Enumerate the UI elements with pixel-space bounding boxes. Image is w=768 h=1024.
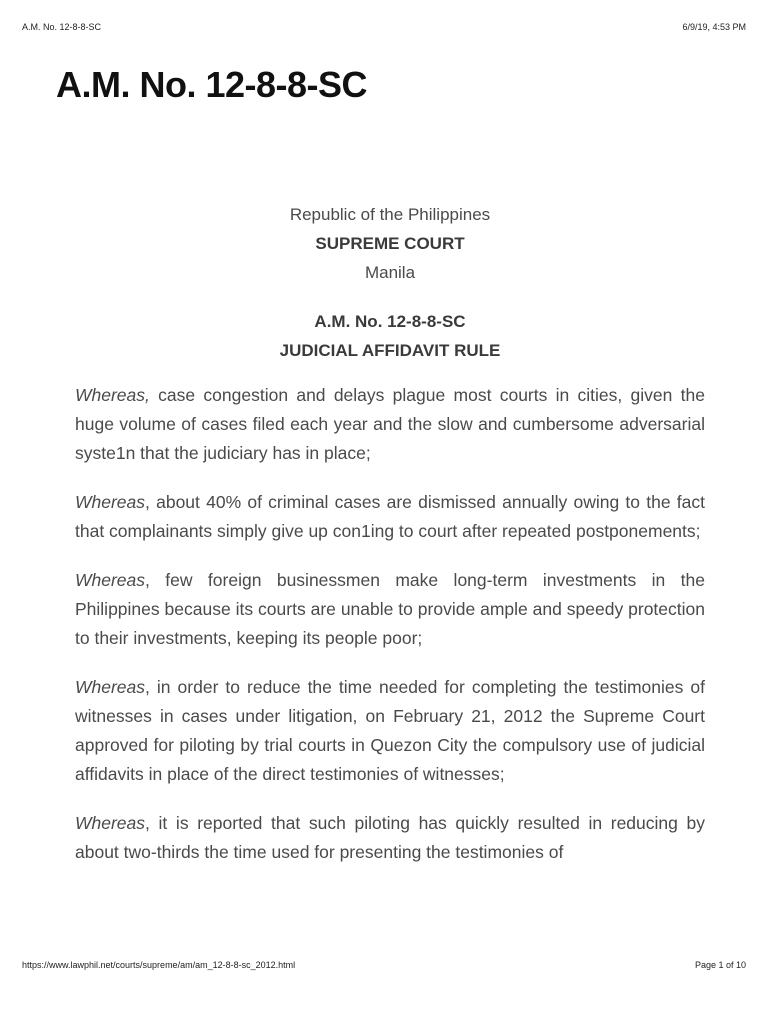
republic-line: Republic of the Philippines xyxy=(289,205,491,224)
whereas-paragraph-5 xyxy=(75,809,705,867)
footer-url[interactable]: https://www.lawphil.net/courts/supreme/am/am_12-8-8-sc_2012.html xyxy=(22,960,296,970)
case-number: A.M. No. 12-8-8-SC xyxy=(314,312,466,331)
print-header xyxy=(22,22,746,32)
paragraph-text: , in order to reduce the time needed for completing the testimonies of witnesses in cases under litigation, on February 21, 2012 the Supreme Court approved for piloting by trial courts in Quezon City the compulsory use of judicial affidavits in place of the direct testimonies of witnesses; xyxy=(75,677,705,784)
page-title: A.M. No. 12-8-8-SC xyxy=(56,64,368,105)
whereas-lead: Whereas, xyxy=(75,385,150,405)
print-footer xyxy=(22,960,746,970)
whereas-lead: Whereas xyxy=(75,677,146,697)
court-name: SUPREME COURT xyxy=(315,234,465,253)
document-body xyxy=(75,200,705,887)
whereas-lead: Whereas xyxy=(75,492,146,512)
paragraph-text: , few foreign businessmen make long-term investments in the Philippines because its courts are unable to provide ample and speedy protection to their investments, keeping its people poor; xyxy=(75,570,705,648)
paragraph-text: , it is reported that such piloting has quickly resulted in reducing by about two-thirds the time used for presenting the testimonies of xyxy=(75,813,705,862)
whereas-lead: Whereas xyxy=(75,570,146,590)
header-doc-name: A.M. No. 12-8-8-SC xyxy=(22,22,102,32)
city-line: Manila xyxy=(364,263,416,282)
whereas-paragraph-4 xyxy=(75,673,705,789)
spacer xyxy=(75,287,705,307)
spacer xyxy=(75,365,705,381)
whereas-paragraph-1 xyxy=(75,381,705,468)
header-datetime: 6/9/19, 4:53 PM xyxy=(682,22,746,32)
whereas-paragraph-3 xyxy=(75,566,705,653)
whereas-paragraph-2 xyxy=(75,488,705,546)
rule-title: JUDICIAL AFFIDAVIT RULE xyxy=(279,341,501,360)
whereas-lead: Whereas xyxy=(75,813,146,833)
paragraph-text: , about 40% of criminal cases are dismissed annually owing to the fact that complainants simply give up con1ing to court after repeated postponements; xyxy=(75,492,705,541)
page-indicator: Page 1 of 10 xyxy=(694,960,746,970)
paragraph-text: case congestion and delays plague most courts in cities, given the huge volume of cases filed each year and the slow and cumbersome adversarial syste1n that the judiciary has in place; xyxy=(75,385,705,463)
